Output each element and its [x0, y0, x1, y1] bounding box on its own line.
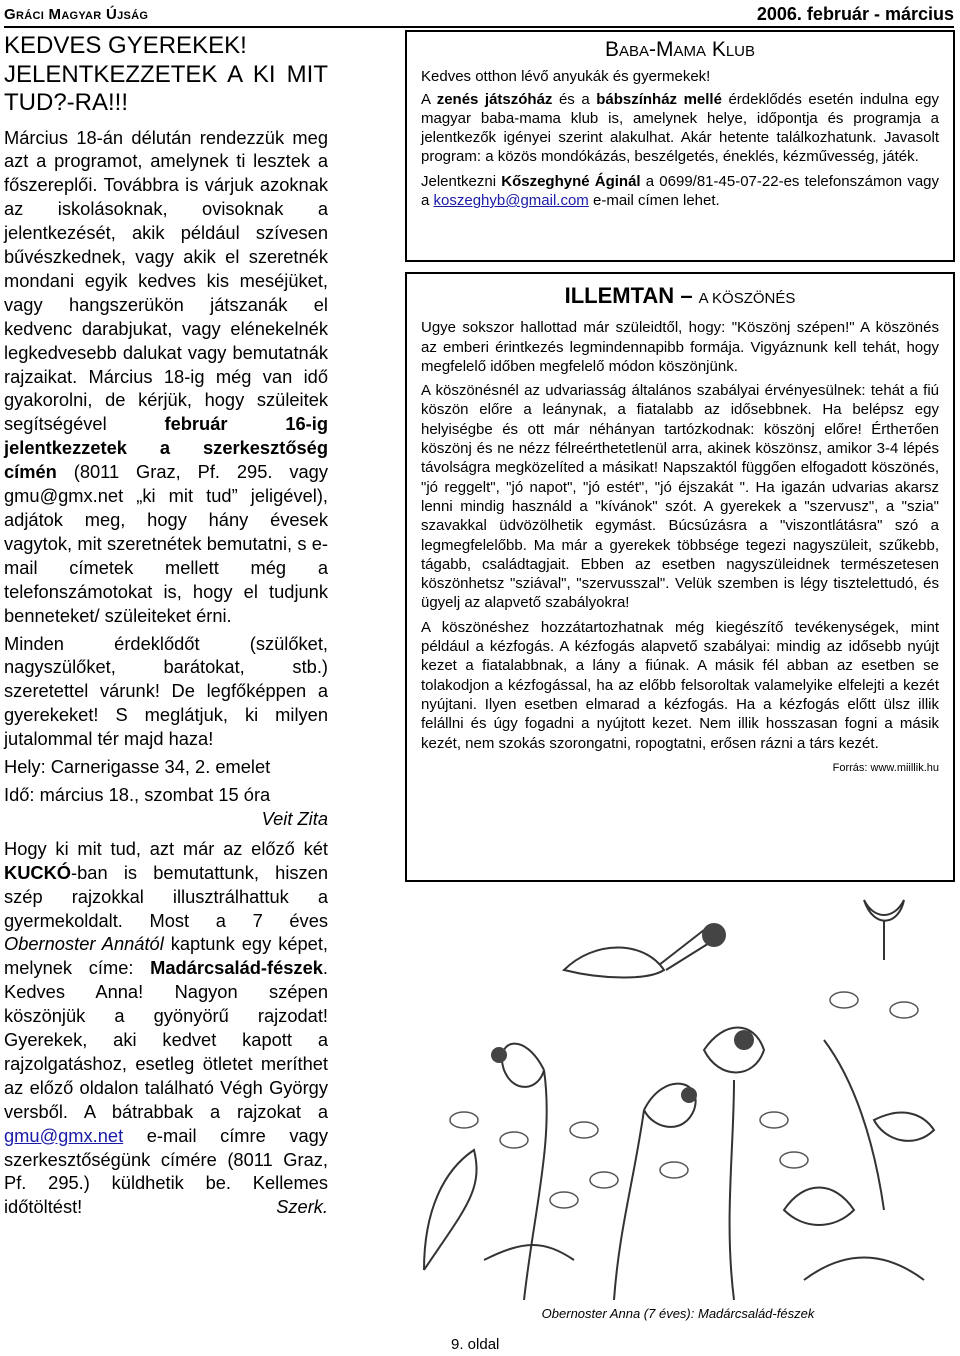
title-sub: A KÖSZÖNÉS	[698, 290, 796, 307]
article-paragraph-2: Minden érdeklődőt (szülőket, nagyszülőket, barátokat, stb.) szeretettel várunk! De legfőképpen a gyerekeket! S meglátjuk, ki milyen jutalommal tér majd haza!	[4, 632, 328, 750]
editor-signature: Szerk.	[276, 1196, 328, 1218]
left-column	[4, 32, 328, 1219]
issue-date: 2006. február - március	[756, 4, 954, 24]
bold-deadline: február 16-ig jelentkezzetek a szerkesztőség címén	[4, 413, 328, 483]
text-span: Március 18-án délután rendezzük meg azt a programot, amelynek ti lesztek a főszereplői. Továbbra is várjuk azoknak az iskolásoknak, ovisoknak a jelentkezését, akik például szívesen bűvészkednek, vagy akik el szeretnék mondani egyik kedves kis meséjüket, vagy hangszerükön játszanák el kedvenc darabjukat, vagy elénekelnék legkedvesebb dalukat vagy bemutatnák rajzaikat. Március 18-ig még van idő gyakorolni, de kérjük, hogy szüleitek segítségével	[4, 126, 328, 435]
text-span: érdeklődés esetén indulna egy magyar baba-mama klub is, amelynek helye, időpontja és programja a jelentkezők igényei szerint alakulhat. Akár hetente találkozhatunk. Javasolt program: a közös mondókázás, beszélgetés, éneklés, kézművesség, játék.	[421, 91, 940, 165]
text-span: a 0699/81-45-07-22-es telefonszámon vagy a	[421, 173, 940, 209]
illemtan-source: Forrás: www.miillik.hu	[832, 761, 939, 774]
illemtan-paragraph-3: A köszönéshez hozzátartozhatnak még kiegészítő tevékenységek, mint például a kézfogás. A kézfogás alapvető szabályai: mindig az idősebb nyújt kezet a fiatalabbnak, a lány a fiúnak. A másik fél abban az esetben se tolakodjon a kézfogással, ha az előbb felsoroltak valamelyike elfelejti a kezét nyújtani. Ilyen esetben elmarad a kézfogás. Ha a kézfogás előtt ülsz illik felállni és úgy fogadni a nyújtott kezet. Nem illik hosszasan fogni a másik kezét, nem szokás szorongatni, ropogtatni, erősen rázni a társ kezét.	[421, 618, 939, 752]
event-time: Idő: március 18., szombat 15 óra	[4, 783, 271, 805]
newspaper-title: Gráci Magyar Újság	[4, 6, 149, 23]
illemtan-paragraph-1: Ugye sokszor hallottad már szüleidtől, hogy: "Köszönj szépen!" A köszönés az emberi érintkezés legmindennapibb formája. Vigyáznunk kell tehát, hogy megfelelő időben megfelelő módon köszönjünk.	[421, 319, 939, 375]
text-span: -ban is bemutattunk, hiszen szép rajzokkal illusztrálhattuk a gyermekoldalt. Most a 7 éves	[4, 861, 328, 931]
illemtan-paragraph-2: A köszönésnél az udvariasság általános szabályai érvényesülnek: tehát a fiú köszön előre a leánynak, a fiatalabb az idősebbnek. Ha belépsz egy helyiségbe és ott már néhányan tartózkodnak: köszönj előre! Értheтően köszönj és ne nézz félreérthetetlenül arra, akinek köszönsz, amikor 3-4 lépés távolságra megközelíted a másikat! Napszaktól függően elfogadott köszönés, "jó reggelt", "jó napot", "jó estét", "jó éjszakát ". Ha igazán udvarias akarsz lenni mindig használd a "kívánok" szót. A gyerekek a "szervusz", a "szia" szavakkal üdvözölhetik egymást. Búcsúzásra a "viszontlátásra" szó a legmegfelelőbb. Ma már a gyerekek többsége tegezi nagyszüleit, szűkebb, tágabb, családtagjait. Ebben az esetben nagyszüleidnek természetesen köszönhetsz "sziával", "szervusszal". Velük szemben is légy tisztelettudó, és ügyelj az alapvető szabályokra!	[421, 382, 939, 612]
text-span: (8011 Graz, Pf. 295. vagy gmu@gmx.net „ki mit tud” jeligével), adjátok meg, hogy hány évesek vagytok, mit szeretnétek bemutatni, s e-mail címetek mellett még a telefonszámotokat is, hogy el tudjunk benneteket/ szüleiteket érni.	[4, 461, 328, 626]
article-subtitle: JELENTKEZZETEK A KI MIT TUD?-RA!!!	[4, 60, 328, 116]
child-drawing	[404, 880, 952, 1300]
text-span: és a	[552, 91, 597, 108]
kucko-name: KUCKÓ	[4, 861, 72, 883]
text-span: Hogy ki mit tud, azt már az előző két	[4, 837, 328, 859]
child-name: Obernoster Annától	[4, 933, 164, 955]
email-link[interactable]: gmu@gmx.net	[4, 1124, 124, 1146]
drawing-caption: Obernoster Anna (7 éves): Madárcsalád-fészek	[541, 1306, 815, 1321]
title-main: ILLEMTAN	[564, 283, 675, 308]
event-place: Hely: Carnerigasse 34, 2. emelet	[4, 756, 271, 778]
text-span: A	[421, 91, 437, 108]
article-paragraph-3	[4, 837, 328, 1220]
text-span: . Kedves Anna! Nagyon szépen köszönjük a gyönyörű rajzodat! Gyerekek, aki kedvet kapott a rajzolgatáshoz, esetleg ötletet meríthet az előző oldalon található Végh György versből. A bátrabbak a rajzokat a	[4, 957, 328, 1122]
text-span: kaptunk egy képet, melynek címe:	[4, 933, 329, 979]
baba-mama-greeting: Kedves otthon lévő anyukák és gyermekek!	[421, 68, 711, 85]
drawing-title: Madárcsalád-fészek	[150, 957, 323, 979]
text-span: e-mail címre vagy szerkesztőségünk címére (8011 Graz, Pf. 295.) küldhetik be. Kellemes időtöltést!	[4, 1124, 328, 1218]
page-number: 9. oldal	[451, 1336, 500, 1353]
baba-mama-box	[405, 30, 955, 262]
contact-name: Kőszeghyné Áginál	[501, 173, 641, 190]
email-link[interactable]: com	[560, 192, 589, 209]
text-span: e-mail címen lehet.	[588, 192, 720, 209]
author-signature: Veit Zita	[261, 807, 328, 829]
email-link[interactable]: koszeghyb@gmail.	[433, 192, 561, 209]
illemtan-box	[405, 272, 955, 882]
illemtan-title	[421, 283, 939, 308]
article-paragraph-1	[4, 126, 328, 628]
title-dash: –	[674, 283, 699, 308]
baba-mama-title: Baba-Mama Klub	[604, 38, 756, 61]
bold-text: zenés játszóház	[436, 91, 553, 108]
baba-mama-paragraph	[421, 90, 939, 166]
bold-text: bábszínház mellé	[596, 91, 722, 108]
baba-mama-contact	[421, 172, 939, 210]
page-header	[4, 4, 954, 28]
text-span: Jelentkezni	[421, 173, 502, 190]
article-title: KEDVES GYEREKEK!	[4, 32, 247, 59]
